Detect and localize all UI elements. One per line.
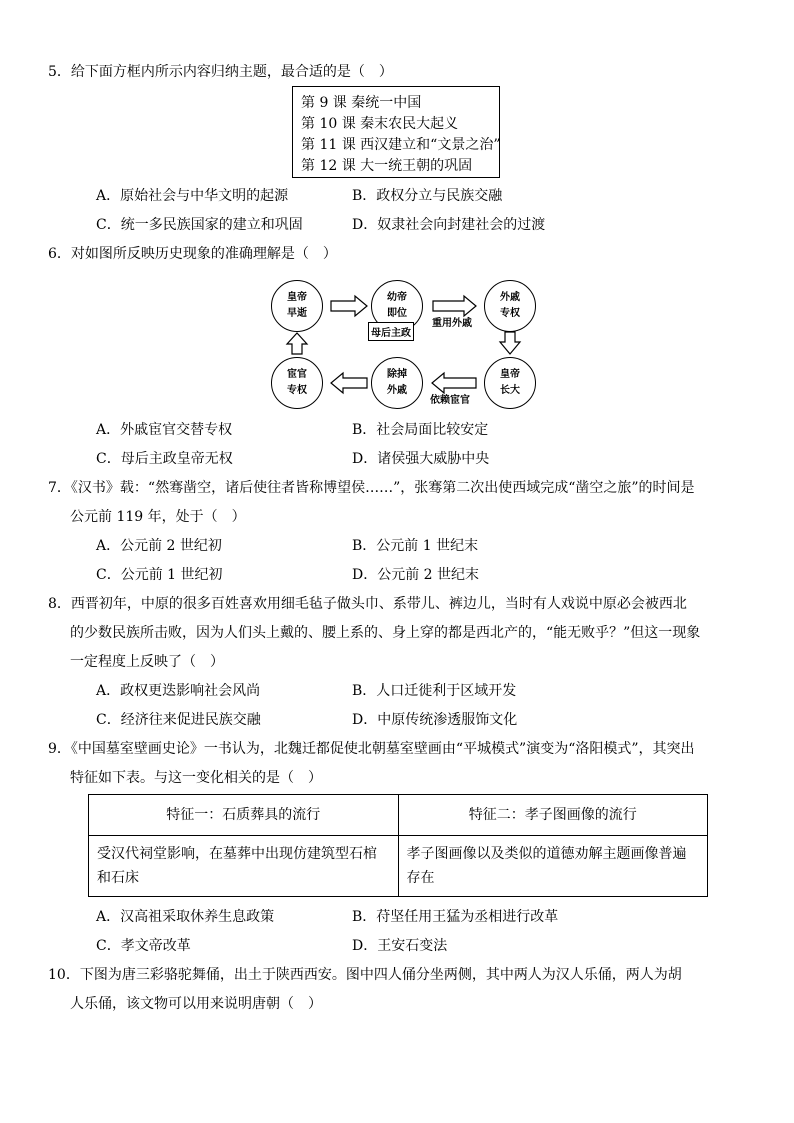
- q5-option-c[interactable]: C．统一多民族国家的建立和巩固: [96, 217, 303, 233]
- q8-stem-line-1: 8．西晋初年，中原的很多百姓喜欢用细毛毡子做头巾、系带儿、裤边儿，当时有人戏说中原必会被西北: [48, 596, 687, 612]
- q8-option-b[interactable]: B．人口迁徙利于区域开发: [352, 683, 517, 699]
- arrow-left-icon: [432, 373, 476, 393]
- table-header-feature-2: 特征二：孝子图画像的流行: [398, 795, 708, 836]
- table-cell-feature-2: 孝子图画像以及类似的道德劝解主题画像普遍存在: [398, 836, 708, 897]
- q6-option-a[interactable]: A．外戚宦官交替专权: [96, 422, 233, 438]
- label-rely-consort-clan: 重用外戚: [432, 318, 472, 329]
- q9-option-c[interactable]: C．孝文帝改革: [96, 938, 191, 954]
- q5-option-b[interactable]: B．政权分立与民族交融: [352, 188, 503, 204]
- q9-feature-table: [88, 794, 708, 897]
- q5-box-line: 第 12 课 大一统王朝的巩固: [301, 158, 473, 174]
- q5-option-d[interactable]: D．奴隶社会向封建社会的过渡: [352, 217, 546, 233]
- q7-option-d[interactable]: D．公元前 2 世纪末: [352, 567, 480, 583]
- q8-option-c[interactable]: C．经济往来促进民族交融: [96, 712, 261, 728]
- diagram-arrows: [0, 0, 794, 450]
- node-remove-consort-clan: 除掉 外戚: [371, 357, 423, 409]
- arrow-right-icon: [331, 296, 367, 316]
- arrow-down-icon: [500, 332, 520, 354]
- arrow-right-icon: [433, 296, 476, 316]
- q9-option-d[interactable]: D．王安石变法: [352, 938, 448, 954]
- q7-option-c[interactable]: C．公元前 1 世纪初: [96, 567, 223, 583]
- arrow-up-icon: [287, 333, 307, 354]
- q6-stem: 6．对如图所反映历史现象的准确理解是（ ）: [48, 246, 337, 262]
- q10-stem-line-1: 10．下图为唐三彩骆驼舞俑，出土于陕西西安。图中四人俑分坐两侧，其中两人为汉人乐俑，两人为胡: [48, 967, 682, 983]
- table-cell-feature-1: 受汉代祠堂影响，在墓葬中出现仿建筑型石棺和石床: [89, 836, 399, 897]
- node-emperor-early-death: 皇帝 早逝: [271, 280, 323, 332]
- node-emperor-grows-up: 皇帝 长大: [484, 357, 536, 409]
- q9-stem-line-1: 9．《中国墓室壁画史论》一书认为，北魏迁都促使北朝墓室壁画由“平城模式”演变为“洛阳模式”，其突出: [48, 741, 695, 757]
- q5-option-a[interactable]: A．原始社会与中华文明的起源: [96, 188, 289, 204]
- q7-option-a[interactable]: A．公元前 2 世纪初: [96, 538, 222, 554]
- table-header-feature-1: 特征一：石质葬具的流行: [89, 795, 399, 836]
- arrow-left-icon: [331, 373, 367, 393]
- label-rely-eunuchs: 依赖宦官: [430, 395, 470, 406]
- q7-stem-line-2: 公元前 119 年，处于（ ）: [70, 509, 246, 525]
- node-eunuch-power: 宦官 专权: [271, 357, 323, 409]
- node-young-emperor: 幼帝 即位: [371, 280, 423, 332]
- q10-stem-line-2: 人乐俑，该文物可以用来说明唐朝（ ）: [70, 996, 322, 1012]
- q7-stem-line-1: 7．《汉书》载：“然骞凿空，诸后使往者皆称博望侯……”，张骞第二次出使西域完成“凿空之旅”的时间是: [48, 480, 695, 496]
- q7-option-b[interactable]: B．公元前 1 世纪末: [352, 538, 479, 554]
- q5-box-line: 第 10 课 秦末农民大起义: [301, 116, 459, 132]
- q8-stem-line-3: 一定程度上反映了（ ）: [70, 654, 224, 670]
- q5-box-line: 第 9 课 秦统一中国: [301, 95, 422, 111]
- q9-stem-line-2: 特征如下表。与这一变化相关的是（ ）: [70, 770, 322, 786]
- q8-stem-line-2: 的少数民族所击败，因为人们头上戴的、腰上系的、身上穿的都是西北产的，“能无败乎？”但这一现象: [70, 625, 701, 641]
- q6-option-d[interactable]: D．诸侯强大威胁中央: [352, 451, 490, 467]
- node-consort-clan-power: 外戚 专权: [484, 280, 536, 332]
- label-empress-regency: 母后主政: [368, 322, 414, 341]
- q8-option-d[interactable]: D．中原传统渗透服饰文化: [352, 712, 518, 728]
- q5-box-line: 第 11 课 西汉建立和“文景之治”: [301, 137, 501, 153]
- q6-option-c[interactable]: C．母后主政皇帝无权: [96, 451, 233, 467]
- q6-option-b[interactable]: B．社会局面比较安定: [352, 422, 489, 438]
- q5-stem: 5．给下面方框内所示内容归纳主题，最合适的是（ ）: [48, 64, 393, 80]
- q9-option-b[interactable]: B．苻坚任用王猛为丞相进行改革: [352, 909, 559, 925]
- q9-option-a[interactable]: A．汉高祖采取休养生息政策: [96, 909, 275, 925]
- q8-option-a[interactable]: A．政权更迭影响社会风尚: [96, 683, 261, 699]
